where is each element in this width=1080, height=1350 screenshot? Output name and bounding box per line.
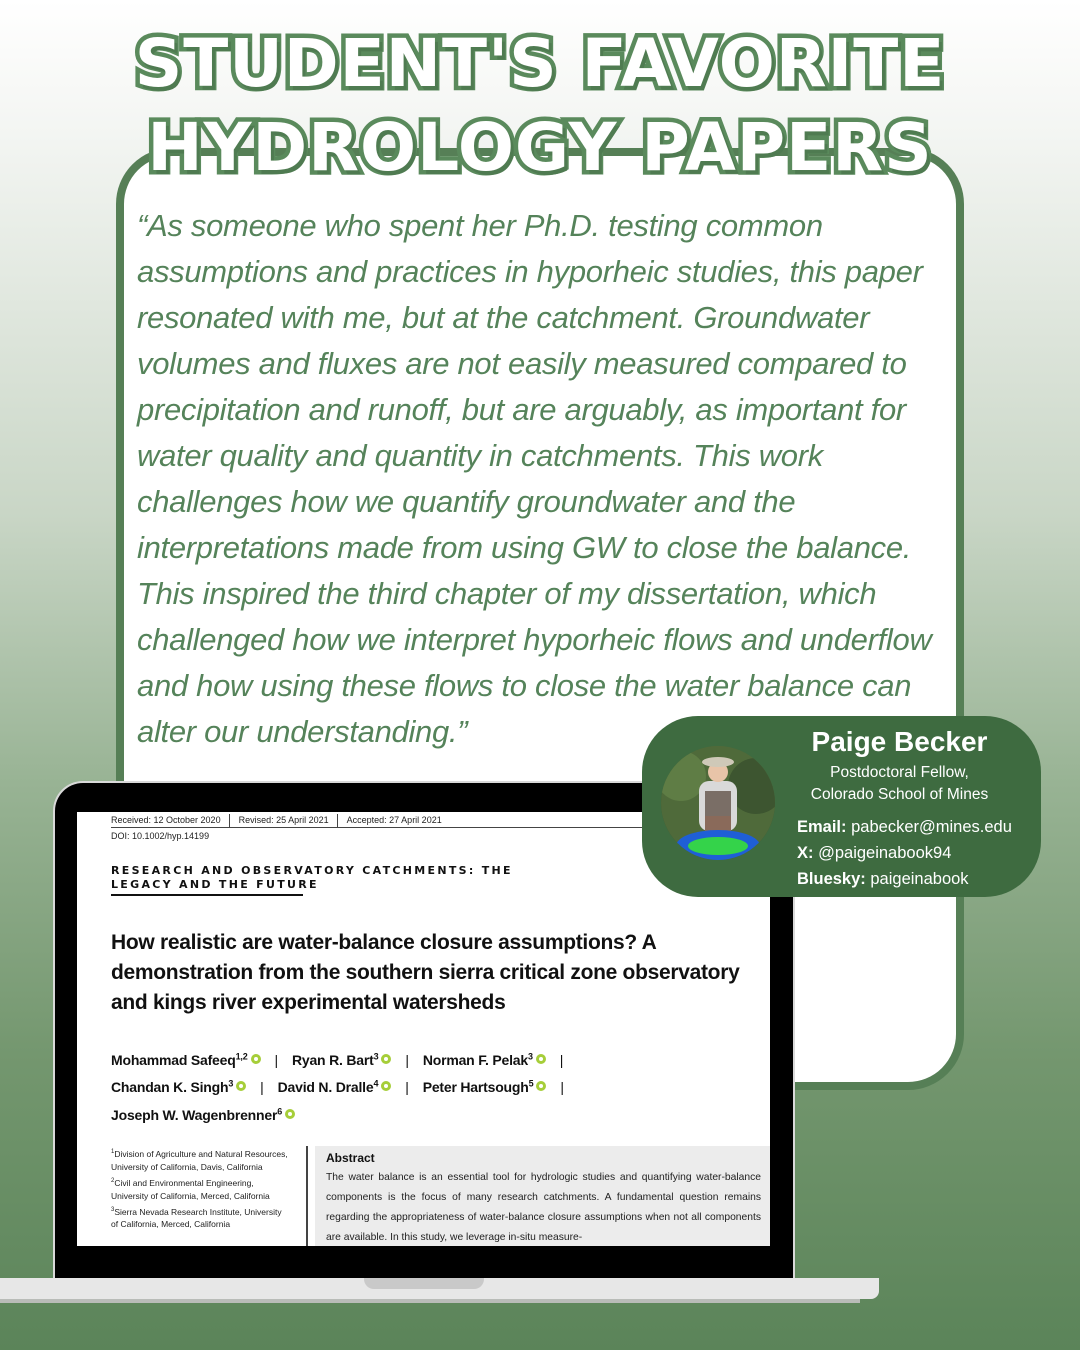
x-label: X: <box>797 844 814 862</box>
affiliation-text: Civil and Environmental Engineering, University of California, Merced, California <box>111 1177 270 1201</box>
author-name: Joseph W. Wagenbrenner <box>111 1106 278 1123</box>
author <box>111 1052 261 1068</box>
affiliation-text: Division of Agriculture and Natural Resources, University of California, Davis, California <box>111 1148 288 1172</box>
x-handle-link[interactable]: @paigeinabook94 <box>818 844 952 862</box>
author-affil: 3 <box>527 1051 533 1061</box>
revised-date: Revised: 25 April 2021 <box>239 814 338 827</box>
affiliation-number: 1 <box>111 1149 115 1155</box>
affiliation <box>111 1204 291 1232</box>
profile-name: Paige Becker <box>811 726 988 757</box>
author-separator: | <box>560 1079 564 1096</box>
author-affil: 4 <box>373 1078 379 1089</box>
orcid-icon[interactable] <box>381 1081 391 1091</box>
orcid-icon[interactable] <box>285 1109 295 1119</box>
affiliation-text: Sierra Nevada Research Institute, University of California, Merced, California <box>111 1206 282 1230</box>
author-separator: | <box>405 1079 409 1096</box>
testimonial-quote: “As someone who spent her Ph.D. testing common assumptions and practices in hyporheic studies, this paper resonated with me, but at the catchment. Groundwater volumes and fluxes are not easily measured compared to precipitation and runoff, but are arguably, as important for water quality and quantity in catchments. This work challenges how we quantify groundwater and the interpretations made from using GW to close the balance. This inspired the third chapter of my dissertation, which challenged how we interpret hyporheic flows and underflow and how using these flows to close the water balance can alter our understanding.” <box>137 208 932 749</box>
author-name: David N. Dralle <box>277 1079 374 1096</box>
profile-institution: Colorado School of Mines <box>810 786 989 803</box>
affiliation <box>111 1175 291 1203</box>
author <box>423 1079 547 1095</box>
contact-x <box>797 840 1012 866</box>
profile-title: Postdoctoral Fellow, <box>830 764 969 781</box>
author-separator: | <box>274 1051 278 1068</box>
orcid-icon[interactable] <box>381 1054 391 1064</box>
avatar <box>661 746 775 860</box>
author-affil: 6 <box>277 1106 283 1117</box>
author-name: Chandan K. Singh <box>111 1079 229 1096</box>
affiliation-number: 2 <box>111 1177 115 1184</box>
title-line-1: STUDENT'S FAVORITE <box>134 25 946 102</box>
abstract-heading: Abstract <box>326 1151 375 1165</box>
author-separator: | <box>260 1079 264 1096</box>
orcid-icon[interactable] <box>236 1081 246 1091</box>
author-affil: 3 <box>373 1051 379 1061</box>
avatar-photo-icon <box>661 746 775 860</box>
author <box>111 1107 295 1123</box>
section-underline <box>111 894 303 896</box>
author <box>423 1052 546 1068</box>
paper-doi[interactable]: DOI: 10.1002/hyp.14199 <box>111 831 210 841</box>
paper-affiliations <box>111 1146 291 1232</box>
author-separator: | <box>559 1051 564 1068</box>
section-line-1: RESEARCH AND OBSERVATORY CATCHMENTS: THE <box>111 864 513 877</box>
affiliation <box>111 1146 291 1174</box>
orcid-icon[interactable] <box>251 1054 261 1064</box>
author-affil: 3 <box>228 1078 234 1089</box>
email-label: Email: <box>797 818 847 836</box>
profile-role <box>782 762 1017 806</box>
page-title <box>0 22 1080 190</box>
author-affil: 5 <box>528 1078 534 1089</box>
laptop-notch <box>364 1278 484 1289</box>
paper-dates <box>111 814 731 828</box>
column-divider <box>306 1146 308 1246</box>
contact-bluesky <box>797 866 1012 892</box>
bluesky-handle-link[interactable]: paigeinabook <box>870 870 969 888</box>
author <box>292 1052 391 1068</box>
contact-email <box>797 814 1012 840</box>
author-profile-card <box>642 716 1041 897</box>
title-line-2: HYDROLOGY PAPERS <box>147 109 933 186</box>
orcid-icon[interactable] <box>536 1081 546 1091</box>
abstract-text: The water balance is an essential tool for hydrologic studies and quantifying water-balance components is the focus of many research catchments. A fundamental question remains regarding the appropriateness of water-balance closure assumptions when not all components are available. In this study, we leverage in-situ measure- <box>326 1172 761 1243</box>
author-affil: 1,2 <box>235 1051 248 1061</box>
affiliation-number: 3 <box>111 1206 115 1213</box>
author <box>278 1079 392 1095</box>
profile-contacts <box>797 814 1012 892</box>
abstract-box <box>315 1146 770 1246</box>
author-separator: | <box>405 1051 409 1068</box>
orcid-icon[interactable] <box>536 1054 546 1064</box>
paper-authors <box>111 1044 731 1127</box>
bluesky-label: Bluesky: <box>797 870 866 888</box>
paper-title: How realistic are water-balance closure assumptions? A demonstration from the southern sierra critical zone observatory and kings river experimental watersheds <box>111 931 740 1014</box>
author-name: Ryan R. Bart <box>291 1051 374 1068</box>
section-line-2: LEGACY AND THE FUTURE <box>111 878 319 891</box>
email-link[interactable]: pabecker@mines.edu <box>851 818 1012 836</box>
accepted-date: Accepted: 27 April 2021 <box>346 815 442 825</box>
received-date: Received: 12 October 2020 <box>111 814 230 827</box>
author-name: Norman F. Pelak <box>422 1051 528 1068</box>
paper-section-heading <box>111 864 513 892</box>
author-name: Mohammad Safeeq <box>111 1051 236 1068</box>
author-name: Peter Hartsough <box>422 1079 529 1096</box>
author <box>111 1079 246 1095</box>
